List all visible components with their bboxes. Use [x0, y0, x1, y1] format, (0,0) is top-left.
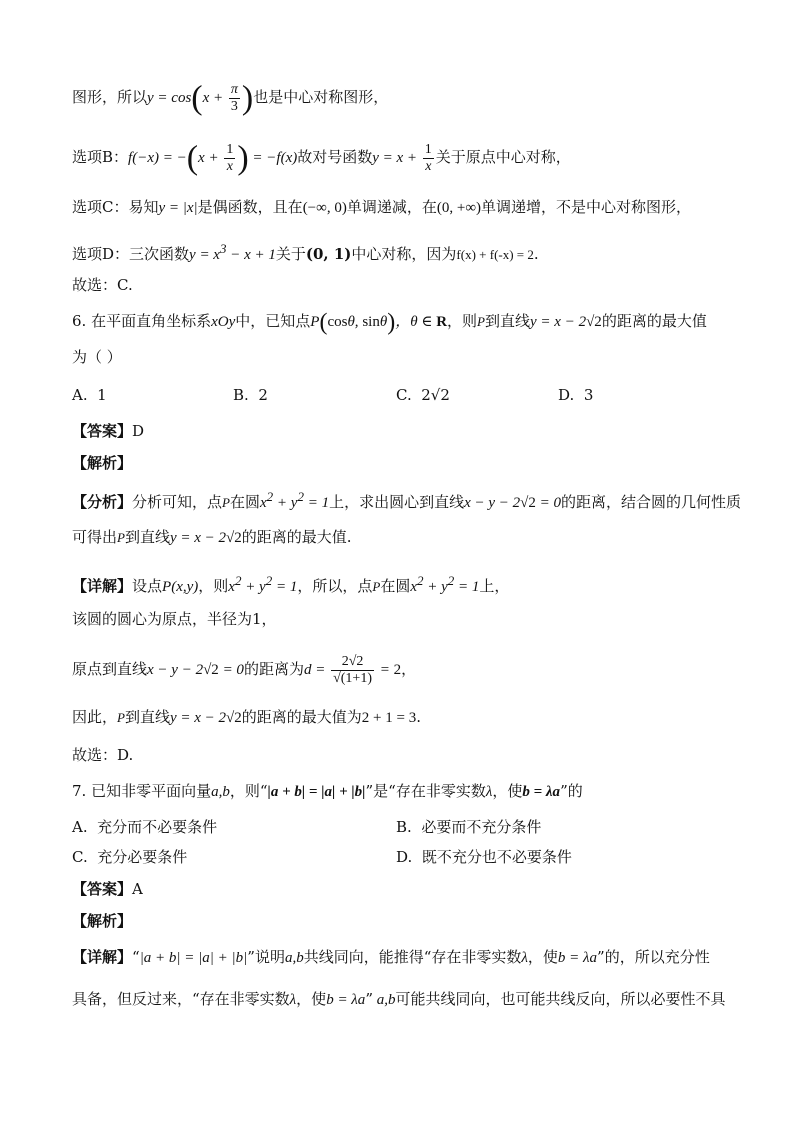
text: ，则	[447, 312, 478, 330]
q7-jiexi: 【解析】	[72, 912, 133, 930]
formula-interval-pos: (0, +∞)	[436, 200, 482, 216]
formula-fx: f(−x) = −(x + $\frac{1}{x}$ ) = −f(x)	[128, 139, 298, 177]
text: 关于原点中心对称，	[435, 147, 571, 166]
formula-cubic: $y = x^3 - x + 1$	[189, 241, 276, 263]
q6-answer: 【答案】D	[72, 422, 145, 440]
formula-sum: f(x) + f(-x) = 2	[456, 247, 534, 262]
q7-answer: 【答案】A	[72, 880, 143, 898]
text: 的距离的最大值	[601, 312, 707, 330]
q6-detail-2: 该圆的圆心为原点，半径为1，	[72, 610, 277, 628]
formula-abs: y = |x|	[158, 200, 198, 216]
text: 单调递减，在	[346, 198, 437, 216]
text: 中心对称，因为	[351, 245, 457, 263]
q7-option-c: C. 充分必要条件	[72, 848, 188, 866]
q6-option-d: D. 3	[558, 386, 594, 404]
q7-option-b: B. 必要而不充分条件	[396, 818, 542, 836]
text-line-2	[72, 139, 734, 177]
formula-point: (0, 1)	[305, 245, 352, 263]
text: 关于	[275, 245, 306, 263]
text-line-4	[72, 238, 734, 266]
text-line-3	[72, 196, 734, 219]
q6-detail-3: 原点到直线x − y − 2√2 = 0的距离为d = $\frac{2√2}{√(1+1)}$ = 2，	[72, 654, 417, 686]
text: 选项D：三次函数	[72, 245, 190, 263]
q6-analysis-2: 可得出P到直线y = x − 2√2的距离的最大值.	[72, 528, 352, 546]
text: 是偶函数，且在	[197, 198, 303, 216]
formula-hook: y = x + $\frac{1}{x}$	[372, 142, 432, 174]
formula-cos: y = cos(x + $\frac{\pi}{3}$ )	[147, 79, 254, 117]
q7-option-d: D. 既不充分也不必要条件	[396, 848, 572, 866]
q6-jiexi: 【解析】	[72, 454, 133, 472]
text-line-5: 故选：C.	[72, 276, 133, 294]
formula-xoy: xOy	[211, 314, 236, 330]
q6-option-b: B. 2	[233, 386, 268, 404]
text-line-1	[72, 79, 734, 117]
question-6-stem-2: 为（ ）	[72, 348, 122, 366]
q7-option-a: A. 充分而不必要条件	[72, 818, 218, 836]
q6-select: 故选：D.	[72, 746, 134, 764]
formula-p: P	[477, 314, 485, 329]
q7-detail: 【详解】“|a + b| = |a| + |b|”说明a,b共线同向，能推得“存在非零实数λ，使b = λa”的，所以充分性	[72, 948, 710, 966]
formula-interval-neg: (−∞, 0)	[302, 200, 347, 216]
text: 图形，所以	[72, 87, 148, 106]
period: .	[533, 245, 539, 263]
question-7-stem: 7. 已知非零平面向量a,b，则“|a + b| = |a| + |b|”是“存在非零实数λ，使b = λa”的	[72, 782, 583, 800]
q6-option-c: C. 2√2	[396, 386, 450, 404]
formula-line: y = x − 2√2	[530, 314, 602, 330]
text: 选项C：易知	[72, 198, 159, 216]
q6-detail-4: 因此，P到直线y = x − 2√2的距离的最大值为2 + 1 = 3.	[72, 708, 421, 726]
text: 单调递增，不是中心对称图形，	[481, 198, 692, 216]
text: 选项B：	[72, 147, 129, 166]
formula-point-p: P(cosθ, sinθ)，θ ∈ R	[310, 309, 448, 336]
q6-detail: 【详解】设点P(x,y)，则$x^2 + y^2 = 1$，所以，点P在圆$x^2 + y^2 = 1$上，	[72, 573, 510, 595]
text: 中，已知点	[235, 312, 311, 330]
text: 6. 在平面直角坐标系	[72, 312, 212, 330]
q6-analysis: 【分析】分析可知，点P在圆$x^2 + y^2 = 1$上，求出圆心到直线x − y − 2√2 = 0的距离，结合圆的几何性质	[72, 489, 742, 511]
text: 也是中心对称图形，	[253, 87, 389, 106]
q7-detail-2: 具备，但反过来，“存在非零实数λ，使b = λa” a,b可能共线同向，也可能共线反向，所以必要性不具	[72, 990, 726, 1008]
text: 故对号函数	[297, 147, 373, 166]
text: 到直线	[485, 312, 531, 330]
question-6-stem	[72, 310, 734, 334]
q6-option-a: A. 1	[72, 386, 107, 404]
